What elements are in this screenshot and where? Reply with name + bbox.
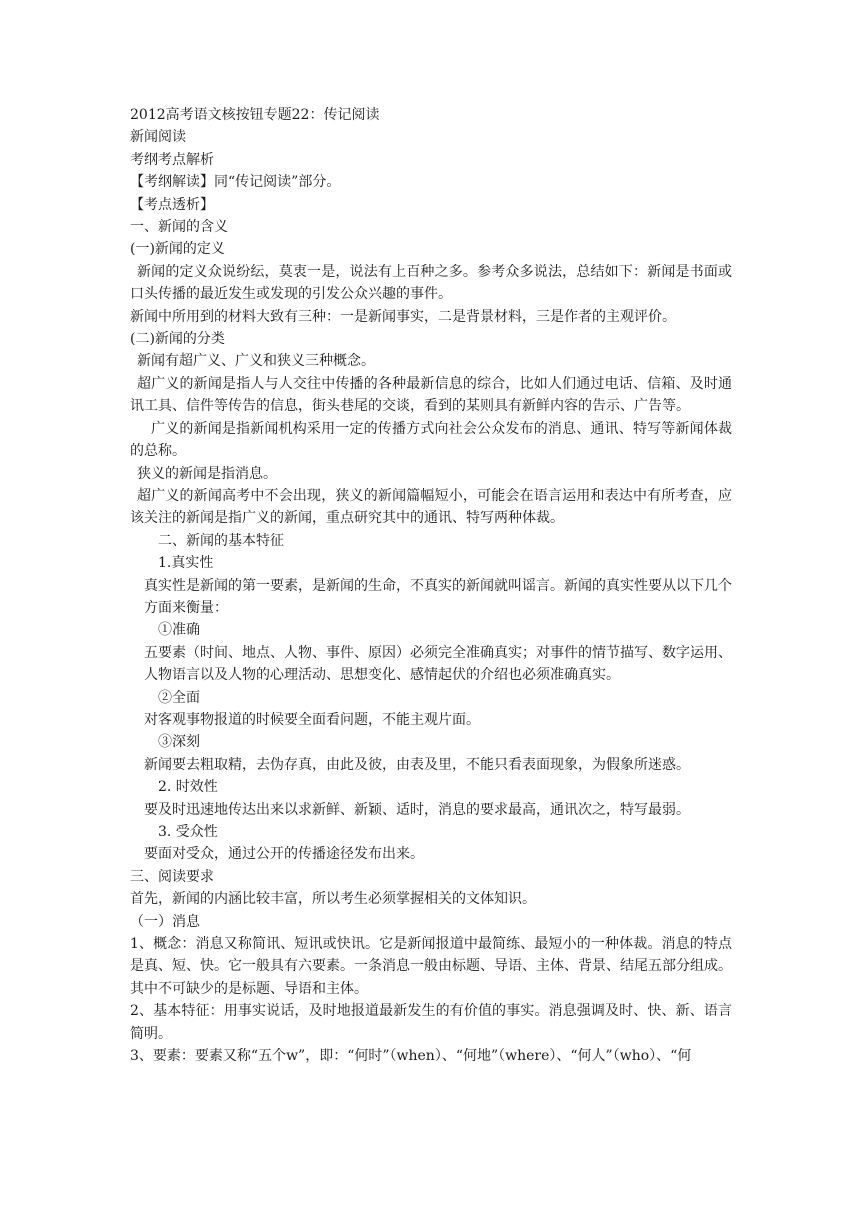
paragraph-elements: 3、要素：要素又称“五个w”，即：“何时”（when）、“何地”（where）、“何人”（who）、“何 <box>130 1048 692 1065</box>
heading-1-1: (一)新闻的定义 <box>130 241 225 258</box>
paragraph-timeliness: 要及时迅速地传达出来以求新鲜、新颖、适时，消息的要求最高，通讯次之，特写最弱。 <box>144 801 690 818</box>
heading-2: 二、新闻的基本特征 <box>158 532 284 549</box>
doc-subtitle: 新闻阅读 <box>130 129 186 146</box>
heading-2-1: 1.真实性 <box>158 555 214 572</box>
heading-3-1: （一）消息 <box>130 913 200 930</box>
paragraph-exam: 超广义的新闻高考中不会出现，狭义的新闻篇幅短小，可能会在语言运用和表达中有所考查，应该关注的新闻是指广义的新闻，重点研究其中的通讯、特写两种体裁。 <box>130 487 732 527</box>
truth-item-2-text: 对客观事物报道的时候要全面看问题，不能主观片面。 <box>144 711 480 728</box>
heading-3: 三、阅读要求 <box>130 868 214 885</box>
paragraph-material: 新闻中所用到的材料大致有三种：一是新闻事实，二是背景材料，三是作者的主观评价。 <box>130 308 676 325</box>
paragraph-audience: 要面对受众，通过公开的传播途径发布出来。 <box>144 846 424 863</box>
kaodian-line: 【考点透析】 <box>130 196 214 213</box>
paragraph-feature: 2、基本特征：用事实说话，及时地报道最新发生的有价值的事实。消息强调及时、快、新、语言简明。 <box>130 1003 732 1042</box>
truth-item-2: ②全面 <box>158 689 200 706</box>
heading-2-2: 2. 时效性 <box>158 779 218 796</box>
paragraph-narrow: 狭义的新闻是指消息。 <box>137 465 277 482</box>
kaogang-line: 【考纲解读】同“传记阅读”部分。 <box>130 174 341 191</box>
doc-title: 2012高考语文核按钮专题22：传记阅读 <box>130 107 380 123</box>
paragraph-concept: 1、概念：消息又称简讯、短讯或快讯。它是新闻报道中最简练、最短小的一种体裁。消息的特点是真、短、快。它一般具有六要素。一条消息一般由标题、导语、主体、背景、结尾五部分组成。其中不可缺少的是标题、导语和主体。 <box>130 936 732 997</box>
paragraph-first: 首先，新闻的内涵比较丰富，所以考生必须掌握相关的文体知识。 <box>130 891 536 908</box>
truth-item-3: ③深刻 <box>158 734 200 751</box>
document-page <box>130 104 732 1067</box>
truth-item-1: ①准确 <box>158 622 200 639</box>
truth-item-3-text: 新闻要去粗取精，去伪存真，由此及彼，由表及里，不能只看表面现象，为假象所迷惑。 <box>144 756 690 773</box>
paragraph-classification: 新闻有超广义、广义和狭义三种概念。 <box>137 353 375 370</box>
truth-item-1-text: 五要素（时间、地点、人物、事件、原因）必须完全准确真实；对事件的情节描写、数字运用、人物语言以及人物的心理活动、思想变化、感情起伏的介绍也必须准确真实。 <box>144 644 732 684</box>
paragraph-definition: 新闻的定义众说纷纭，莫衷一是，说法有上百种之多。参考众多说法，总结如下：新闻是书面或口头传播的最近发生或发现的引发公众兴趣的事件。 <box>130 263 732 303</box>
heading-1-2: (二)新闻的分类 <box>130 331 225 348</box>
section-heading: 考纲考点解析 <box>130 151 214 168</box>
heading-1: 一、新闻的含义 <box>130 219 228 236</box>
paragraph-truth: 真实性是新闻的第一要素，是新闻的生命，不真实的新闻就叫谣言。新闻的真实性要从以下几个方面来衡量： <box>144 577 732 616</box>
heading-2-3: 3. 受众性 <box>158 824 218 840</box>
paragraph-super-broad: 超广义的新闻是指人与人交往中传播的各种最新信息的综合，比如人们通过电话、信箱、及时通讯工具、信件等传告的信息，街头巷尾的交谈，看到的某则具有新鲜内容的告示、广告等。 <box>130 375 732 415</box>
paragraph-broad: 广义的新闻是指新闻机构采用一定的传播方式向社会公众发布的消息、通讯、特写等新闻体裁的总称。 <box>130 420 732 460</box>
